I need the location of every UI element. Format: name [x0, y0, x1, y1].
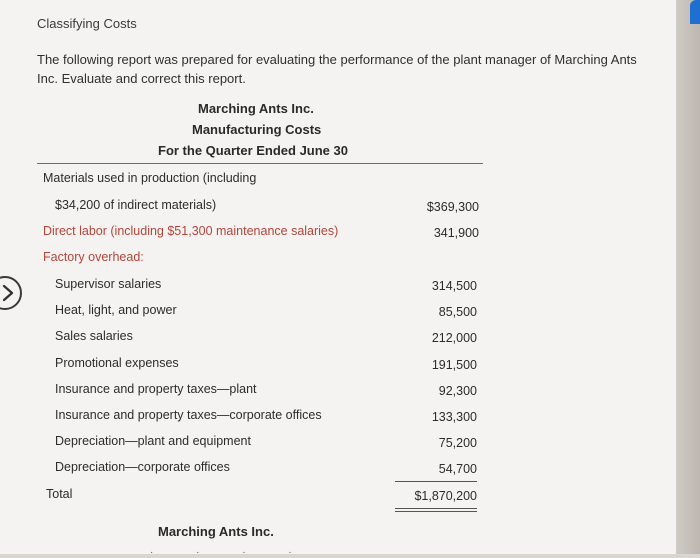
cut-off-text: · · · ·	[150, 547, 312, 558]
overhead-item-value: 85,500	[438, 305, 477, 319]
report-company: Marching Ants Inc.	[198, 101, 314, 116]
materials-value: $369,300	[426, 200, 479, 214]
report-period: For the Quarter Ended June 30	[158, 143, 348, 158]
direct-labor-label: Direct labor (including $51,300 maintenance salaries)	[43, 224, 339, 238]
overhead-heading: Factory overhead:	[43, 250, 144, 264]
materials-label-line2: $34,200 of indirect materials)	[55, 198, 217, 212]
direct-labor-value: 341,900	[433, 226, 479, 240]
overhead-item-label: Heat, light, and power	[55, 303, 177, 317]
problem-title: Classifying Costs	[37, 16, 137, 31]
overhead-item-label: Depreciation—plant and equipment	[55, 434, 251, 448]
chevron-right-icon	[2, 284, 14, 302]
report-name: Manufacturing Costs	[192, 122, 322, 137]
overhead-item-label: Sales salaries	[55, 329, 133, 343]
screen-edge	[676, 0, 700, 554]
overhead-item-value: 92,300	[438, 384, 477, 398]
overhead-item-value: 191,500	[431, 358, 477, 372]
total-double-rule-top	[395, 508, 477, 509]
overhead-item-label: Promotional expenses	[55, 356, 179, 370]
overhead-item-label: Insurance and property taxes—plant	[55, 382, 257, 396]
total-value: $1,870,200	[414, 489, 477, 503]
materials-label-line1: Materials used in production (including	[43, 171, 257, 185]
problem-intro: The following report was prepared for evaluating the performance of the plant manager of Marching Ants Inc. Evaluate and correct this report.	[37, 52, 637, 86]
overhead-item-value: 54,700	[438, 462, 477, 476]
overhead-item-value: 133,300	[431, 410, 477, 424]
overhead-item-value: 212,000	[431, 331, 477, 345]
overhead-item-label: Depreciation—corporate offices	[55, 460, 230, 474]
header-rule	[37, 163, 483, 164]
corrected-report-company: Marching Ants Inc.	[158, 524, 274, 539]
overhead-item-label: Insurance and property taxes—corporate offices	[55, 408, 322, 422]
overhead-item-label: Supervisor salaries	[55, 277, 162, 291]
overhead-item-value: 314,500	[431, 279, 477, 293]
total-label: Total	[46, 487, 73, 501]
subtotal-rule	[395, 481, 477, 482]
edge-tab	[690, 0, 700, 24]
total-double-rule-bottom	[395, 511, 477, 512]
overhead-item-value: 75,200	[438, 436, 477, 450]
